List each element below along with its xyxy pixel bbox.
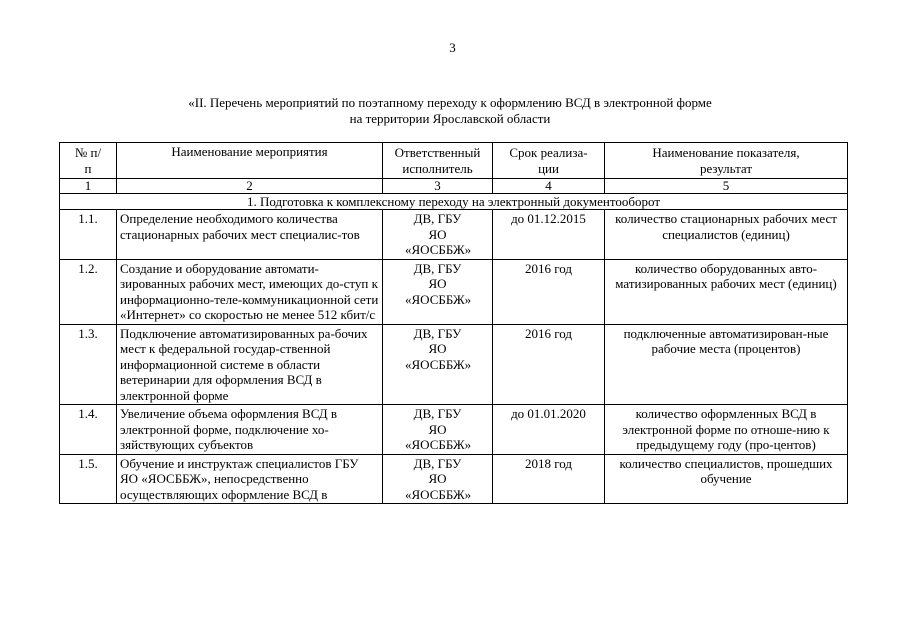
row-indicator: количество оформленных ВСД в электронной форме по отноше-нию к предыдущему году (про-центов): [605, 405, 848, 455]
column-number: 2: [117, 179, 383, 194]
table-header-row: [60, 143, 848, 179]
column-number: 1: [60, 179, 117, 194]
row-deadline: до 01.12.2015: [493, 210, 605, 260]
table-row: [60, 324, 848, 405]
header-indicator: Наименование показателя, результат: [605, 143, 848, 179]
row-num: 1.4.: [60, 405, 117, 455]
table-row: [60, 210, 848, 260]
column-number-row: [60, 179, 848, 194]
row-name: Определение необходимого количества стационарных рабочих мест специалис-тов: [117, 210, 383, 260]
row-indicator: количество специалистов, прошедших обучение: [605, 454, 848, 504]
header-num: № п/п: [60, 143, 117, 179]
row-num: 1.2.: [60, 259, 117, 324]
table-row: [60, 259, 848, 324]
row-num: 1.3.: [60, 324, 117, 405]
row-responsible: ДВ, ГБУ ЯО «ЯОСББЖ»: [383, 405, 493, 455]
header-deadline: Срок реализа-ции: [493, 143, 605, 179]
row-responsible: ДВ, ГБУ ЯО «ЯОСББЖ»: [383, 324, 493, 405]
page-number: 3: [449, 40, 456, 55]
column-number: 5: [605, 179, 848, 194]
table-row: [60, 405, 848, 455]
row-num: 1.5.: [60, 454, 117, 504]
section-row: [60, 194, 848, 210]
row-deadline: до 01.01.2020: [493, 405, 605, 455]
row-responsible: ДВ, ГБУ ЯО «ЯОСББЖ»: [383, 454, 493, 504]
section-title: 1. Подготовка к комплексному переходу на электронный документооборот: [60, 194, 848, 210]
row-deadline: 2016 год: [493, 259, 605, 324]
row-deadline: 2016 год: [493, 324, 605, 405]
measures-table: [59, 142, 848, 504]
row-name: Обучение и инструктаж специалистов ГБУ ЯО «ЯОСББЖ», непосредственно осуществляющих оформление ВСД в: [117, 454, 383, 504]
row-deadline: 2018 год: [493, 454, 605, 504]
table-row: [60, 454, 848, 504]
row-indicator: количество стационарных рабочих мест специалистов (единиц): [605, 210, 848, 260]
row-name: Подключение автоматизированных ра-бочих мест к федеральной государ-ственной информационной системе в области ветеринарии для оформления ВСД в электронной форме: [117, 324, 383, 405]
title-line-1: «II. Перечень мероприятий по поэтапному переходу к оформлению ВСД в электронной форме: [188, 95, 712, 110]
row-indicator: подключенные автоматизирован-ные рабочие места (процентов): [605, 324, 848, 405]
title-line-2: на территории Ярославской области: [349, 111, 551, 126]
header-responsible: Ответственный исполнитель: [383, 143, 493, 179]
column-number: 3: [383, 179, 493, 194]
header-name: Наименование мероприятия: [117, 143, 383, 179]
row-responsible: ДВ, ГБУ ЯО «ЯОСББЖ»: [383, 210, 493, 260]
row-name: Создание и оборудование автомати-зированных рабочих мест, имеющих до-ступ к информационно-теле-коммуникационной сети «Интернет» со скоростью не менее 512 кбит/с: [117, 259, 383, 324]
row-num: 1.1.: [60, 210, 117, 260]
document-title: [60, 95, 840, 127]
column-number: 4: [493, 179, 605, 194]
row-name: Увеличение объема оформления ВСД в электронной форме, подключение хо-зяйствующих субъектов: [117, 405, 383, 455]
row-indicator: количество оборудованных авто-матизированных рабочих мест (единиц): [605, 259, 848, 324]
row-responsible: ДВ, ГБУ ЯО «ЯОСББЖ»: [383, 259, 493, 324]
